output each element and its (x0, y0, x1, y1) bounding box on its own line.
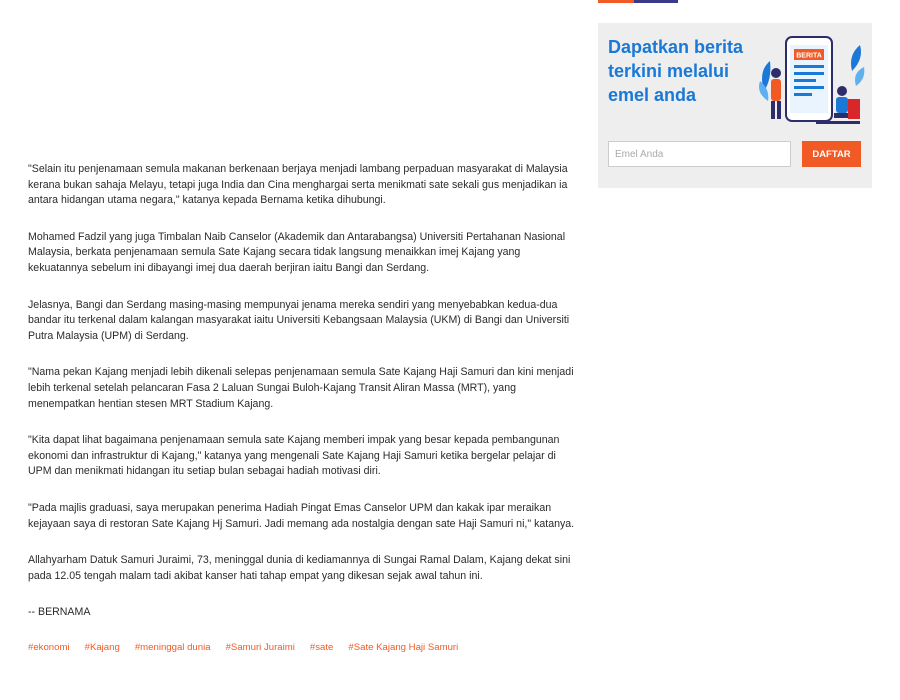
tag-link[interactable]: #ekonomi (28, 641, 70, 653)
article-body (28, 0, 580, 653)
article-paragraph: "Pada majlis graduasi, saya merupakan penerima Hadiah Pingat Emas Canselor UPM dan kakak ipar meraikan kejayaan saya di restoran Sate Kajang Hj Samuri. Jadi memang ada nostalgia dengan sate Haji Samuri ni," katanya. (28, 501, 575, 530)
sidebar-banner-edge (598, 0, 678, 3)
subscribe-button[interactable]: DAFTAR (802, 141, 861, 167)
article-paragraph: Allahyarham Datuk Samuri Juraimi, 73, meninggal dunia di kediamannya di Sungai Ramal Dalam, Kajang dekat sini pada 12.05 tengah malam tadi akibat kanser hati tahap empat yang dikesan sejak awal tahun ini. (28, 554, 571, 582)
illustration-label: BERITA (796, 52, 822, 60)
newsletter-illustration (756, 31, 866, 131)
newsletter-title: Dapatkan berita terkini melalui emel anda (608, 37, 744, 105)
article-image (28, 0, 580, 150)
tag-link[interactable]: #Samuri Juraimi (225, 641, 295, 653)
tag-list (28, 642, 580, 653)
tag-link[interactable]: #meninggal dunia (134, 641, 211, 653)
article-source: -- BERNAMA (28, 606, 91, 619)
tag-link[interactable]: #sate (309, 641, 334, 653)
tag-link[interactable]: #Sate Kajang Haji Samuri (348, 641, 459, 653)
article-paragraph: "Kita dapat lihat bagaimana penjenamaan semula sate Kajang memberi impak yang besar kepada pembangunan ekonomi dan infrastruktur di Kajang," katanya yang mengenali Sate Kajang Haji Samuri ketika bergelar pelajar di UPM dan menikmati hidangan itu setiap bulan sebagai hadiah motivasi diri. (28, 434, 560, 478)
tag-link[interactable]: #Kajang (84, 641, 120, 653)
article-paragraph: Jelasnya, Bangi dan Serdang masing-masing mempunyai jenama mereka sendiri yang menyebabkan kedua-dua bandar itu terkenal dalam kalangan masyarakat iaitu Universiti Kebangsaan Malaysia (UKM) di Bangi dan Universiti Putra Malaysia (UPM) di Serdang. (28, 298, 570, 342)
article-paragraph: Mohamed Fadzil yang juga Timbalan Naib Canselor (Akademik dan Antarabangsa) Universiti Pertahanan Nasional Malaysia, berkata penjenamaan semula Sate Kajang secara tidak langsung menaikkan imej Kajang yang kekuatannya sebelum ini dibayangi imej dua daerah berjiran iaitu Bangi dan Serdang. (28, 230, 566, 274)
article-paragraph: "Selain itu penjenamaan semula makanan berkenaan berjaya menjadi lambang perpaduan masyarakat di Malaysia kerana bukan sahaja Melayu, tetapi juga India dan Cina menghargai serta menikmati sate sekali gus menjadikan ia antara hidangan utama negara," katanya kepada Bernama ketika dihubungi. (28, 163, 568, 207)
email-field[interactable] (608, 141, 791, 167)
newsletter-signup-box (598, 23, 872, 188)
article-paragraph: "Nama pekan Kajang menjadi lebih dikenali selepas penjenamaan semula Sate Kajang Haji Samuri dan kini menjadi lebih terkenal setelah pelancaran Fasa 2 Laluan Sungai Buloh-Kajang Transit Aliran Massa (MRT), yang menempatkan hentian stesen MRT Stadium Kajang. (28, 366, 574, 410)
